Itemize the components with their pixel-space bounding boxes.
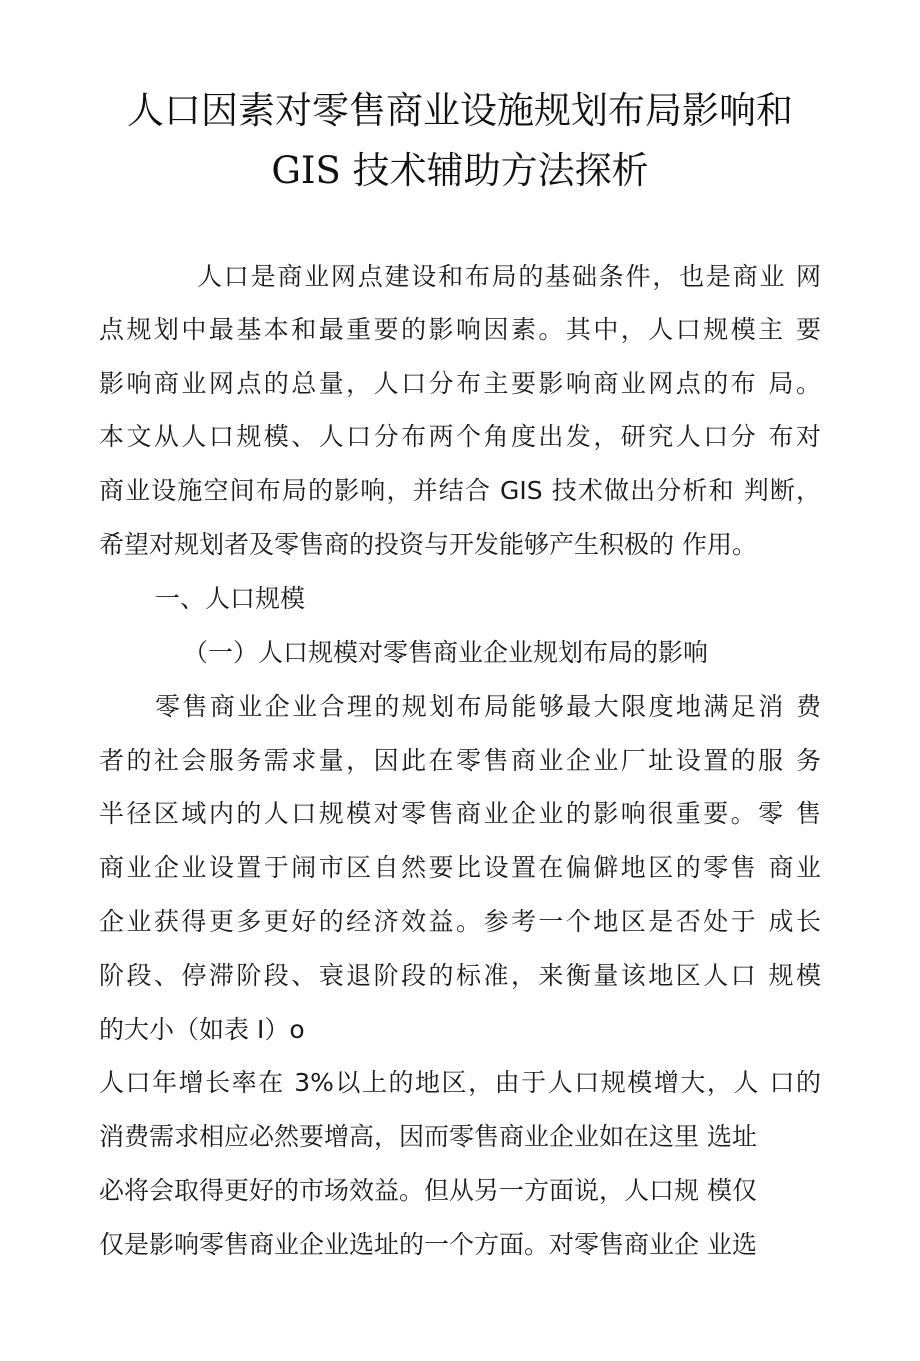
paragraph-line: 消费需求相应必然要增高，因而零售商业企业如在这里 选址: [99, 1122, 757, 1151]
paragraph-line: 零售商业企业合理的规划布局能够最大限度地满足消 费: [155, 692, 821, 721]
paragraph-line: 商业设施空间布局的影响，并结合 GIS 技术做出分析和 判断，: [99, 476, 821, 505]
paragraph-line: 人口是商业网点建设和布局的基础条件，也是商业 网: [197, 262, 821, 291]
paragraph-line: 半径区域内的人口规模对零售商业企业的影响很重要。零 售: [99, 799, 821, 828]
paragraph-line: 点规划中最基本和最重要的影响因素。其中，人口规模主 要: [99, 315, 821, 344]
paragraph-line: 希望对规划者及零售商的投资与开发能够产生积极的 作用。: [99, 530, 757, 559]
paragraph-line: 本文从人口规模、人口分布两个角度出发，研究人口分 布对: [99, 422, 821, 451]
paragraph-line: 的大小（如表 I）o: [99, 1015, 305, 1044]
paragraph-line: 仅是影响零售商业企业选址的一个方面。对零售商业企 业选: [99, 1230, 757, 1259]
paragraph-line: 影响商业网点的总量，人口分布主要影响商业网点的布 局。: [99, 369, 821, 398]
document-title-line-2: GIS 技术辅助方法探析: [271, 149, 649, 192]
section-heading: 一、人口规模: [155, 584, 306, 613]
paragraph-line: 商业企业设置于闹市区自然要比设置在偏僻地区的零售 商业: [99, 853, 821, 882]
paragraph-line: 企业获得更多更好的经济效益。参考一个地区是否处于 成长: [99, 907, 821, 936]
subsection-heading: （一）人口规模对零售商业企业规划布局的影响: [183, 638, 709, 667]
document-title-line-1: 人口因素对零售商业设施规划布局影响和: [127, 89, 793, 132]
paragraph-line: 必将会取得更好的市场效益。但从另一方面说，人口规 模仅: [99, 1176, 757, 1205]
paragraph-line: 者的社会服务需求量，因此在零售商业企业厂址设置的服 务: [99, 746, 821, 775]
paragraph-line: 阶段、停滞阶段、衰退阶段的标准，来衡量该地区人口 规模: [99, 961, 821, 990]
paragraph-line: 人口年增长率在 3%以上的地区，由于人口规模增大，人 口的: [99, 1068, 821, 1097]
